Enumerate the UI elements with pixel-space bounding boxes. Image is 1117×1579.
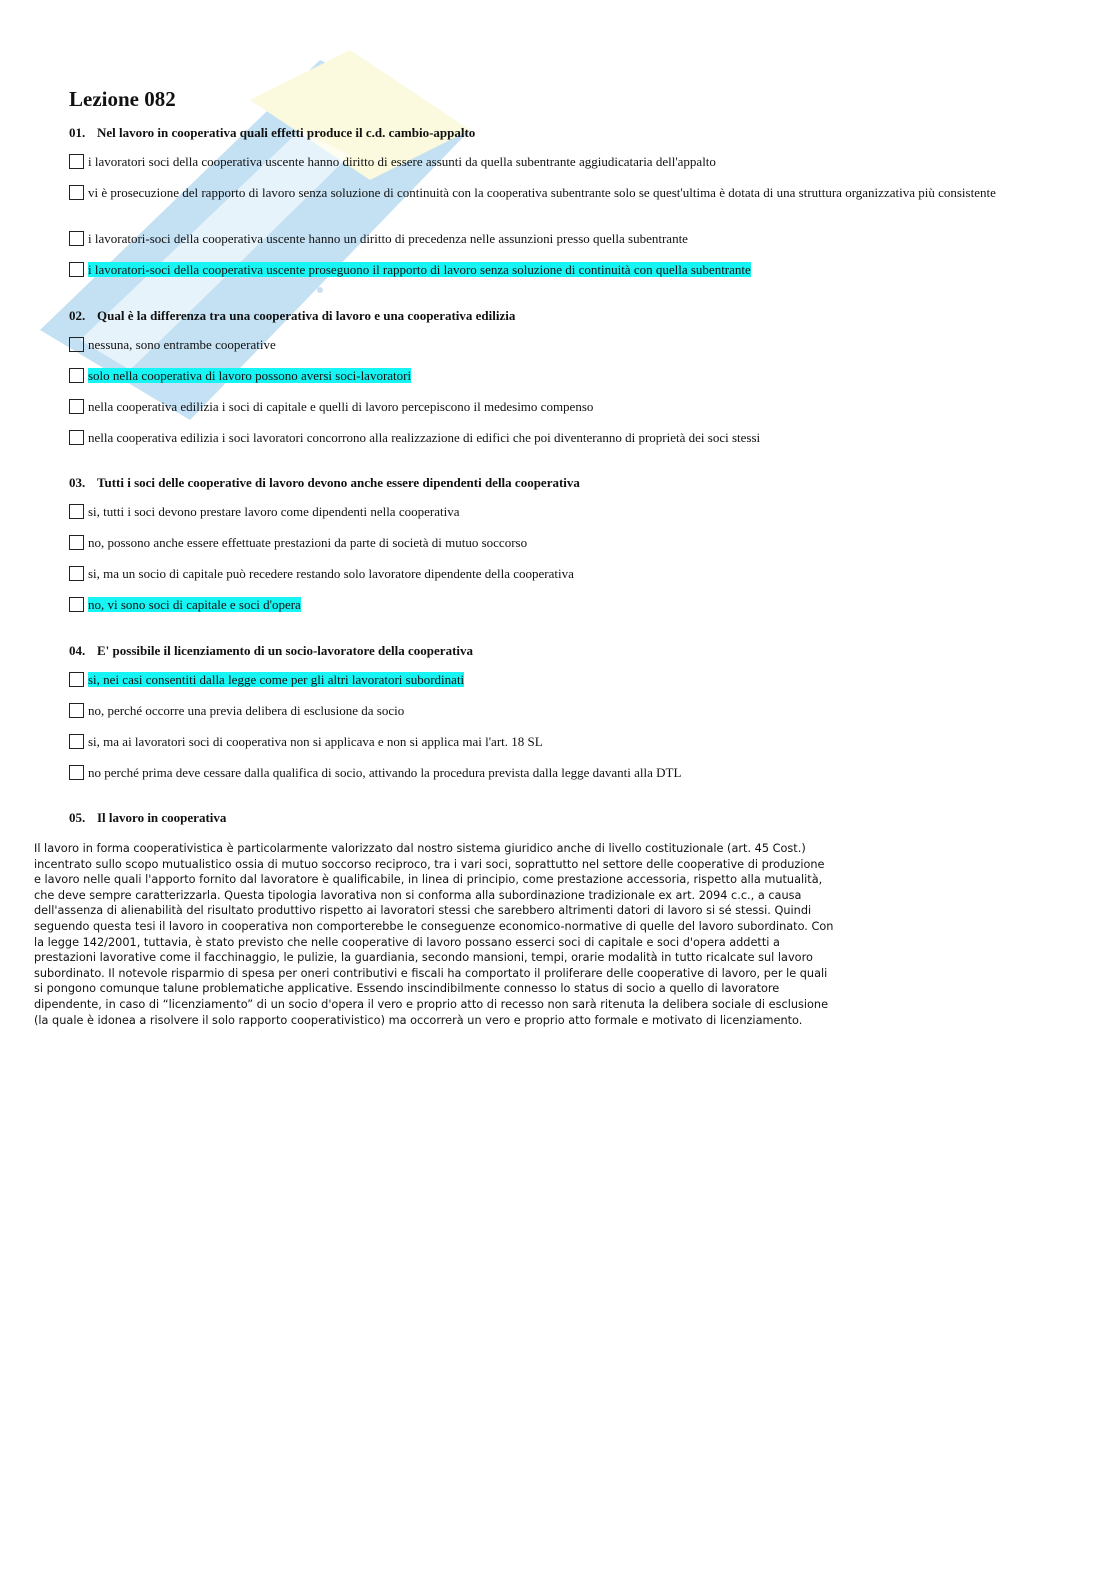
answer-checkbox[interactable] [69,734,84,749]
answer-text: no, possono anche essere effettuate prestazioni da parte di società di mutuo soccorso [88,535,528,550]
answer-text: nessuna, sono entrambe cooperative [88,337,276,352]
question-number: 04. [69,643,86,658]
answer-option [69,504,999,520]
answer-option [69,765,999,781]
question-text: E' possibile il licenziamento di un socio-lavoratore della cooperativa [97,643,474,658]
answer-checkbox[interactable] [69,231,84,246]
answer-text: si, tutti i soci devono prestare lavoro come dipendenti nella cooperativa [88,504,460,519]
answer-option [69,337,999,353]
answer-text-correct: i lavoratori-soci della cooperativa uscente proseguono il rapporto di lavoro senza soluzione di continuità con quella subentrante [88,262,751,277]
question-title [69,308,1029,324]
answer-checkbox[interactable] [69,566,84,581]
answer-text-correct: solo nella cooperativa di lavoro possono aversi soci-lavoratori [88,368,412,383]
answer-checkbox[interactable] [69,154,84,169]
answer-checkbox[interactable] [69,703,84,718]
answer-text-correct: no, vi sono soci di capitale e soci d'opera [88,597,301,612]
answer-option [69,368,999,384]
answer-checkbox[interactable] [69,597,84,612]
answer-text: si, ma un socio di capitale può recedere restando solo lavoratore dipendente della cooperativa [88,566,574,581]
question-text: Qual è la differenza tra una cooperativa di lavoro e una cooperativa edilizia [97,308,516,323]
question-title [69,810,1029,826]
answer-checkbox[interactable] [69,399,84,414]
question-04 [69,643,1029,780]
answer-text: no, perché occorre una previa delibera di esclusione da socio [88,703,405,718]
lesson-title: Lezione 082 [69,87,176,111]
answer-text: no perché prima deve cessare dalla qualifica di socio, attivando la procedura prevista dalla legge davanti alla DTL [88,765,682,780]
answer-checkbox[interactable] [69,185,84,200]
question-title [69,475,1029,491]
answer-text: vi è prosecuzione del rapporto di lavoro senza soluzione di continuità con la cooperativa subentrante solo se quest'ultima è dotata di una struttura organizzativa più consistente [88,185,996,200]
answer-option [69,703,999,719]
question-number: 05. [69,810,86,825]
question-title [69,125,1029,141]
answer-checkbox[interactable] [69,368,84,383]
answer-option [69,566,999,582]
answer-option [69,262,999,278]
answer-text: si, ma ai lavoratori soci di cooperativa non si applicava e non si applica mai l'art. 18 SL [88,734,543,749]
question-number: 01. [69,125,86,140]
answer-checkbox[interactable] [69,337,84,352]
answer-text: nella cooperativa edilizia i soci lavoratori concorrono alla realizzazione di edifici che poi diventeranno di proprietà dei soci stessi [88,430,761,445]
answer-option [69,185,999,201]
explanation-paragraph: Il lavoro in forma cooperativistica è particolarmente valorizzato dal nostro sistema giuridico anche di livello costituzionale (art. 45 Cost.) incentrato sullo scopo mutualistico ossia di mutuo soccorso reciproco, tra i vari soci, soprattutto nel settore delle cooperative di produzione e lavoro nelle quali l'apporto fornito dal lavoratore è qualificabile, in linea di principio, come prestazione accessoria, rispetto alla mutualità, che deve sempre caratterizzarla. Questa tipologia lavorativa non si conforma alla subordinazione tradizionale ex art. 2094 c.c., a causa dell'assenza di alienabilità del risultato produttivo rispetto ai lavoratori stessi che sarebbero altrimenti datori di lavoro si sé stessi. Quindi seguendo questa tesi il lavoro in cooperativa non comporterebbe le conseguenze economico-normative di quelle del lavoro subordinato. Con la legge 142/2001, tuttavia, è stato previsto che nelle cooperative di lavoro possano esserci soci di capitale e soci d'opera addetti a prestazioni lavorative come il facchinaggio, le pulizie, la guardiania, secondo mansioni, tempi, orarie modalità in tutto ricalcate sul lavoro subordinato. Il notevole risparmio di spesa per oneri contributivi e fiscali ha comportato il proliferare delle cooperative di lavoro, per le quali si pongono comunque talune problematiche applicative. Essendo inscindibilmente connesso lo status di socio a quello di lavoratore dipendente, in caso di “licenziamento” di un socio d'opera il vero e proprio atto di recesso non sarà ritenuta la delibera sociale di esclusione (la quale è idonea a risolvere il solo rapporto cooperativistico) ma occorrerà un vero e proprio atto formale e motivato di licenziamento. [34,842,834,1027]
answer-option [69,734,999,750]
question-05 [69,810,1029,826]
answer-text: i lavoratori-soci della cooperativa uscente hanno un diritto di precedenza nelle assunzioni presso quella subentrante [88,231,688,246]
question-number: 02. [69,308,86,323]
answer-text-correct: si, nei casi consentiti dalla legge come per gli altri lavoratori subordinati [88,672,465,687]
answer-option [69,154,999,170]
answer-checkbox[interactable] [69,262,84,277]
question-number: 03. [69,475,86,490]
question-01 [69,125,1029,277]
answer-option [69,672,999,688]
answer-checkbox[interactable] [69,672,84,687]
question-text: Il lavoro in cooperativa [97,810,227,825]
answer-option [69,597,999,613]
answer-text: nella cooperativa edilizia i soci di capitale e quelli di lavoro percepiscono il medesimo compenso [88,399,594,414]
question-title [69,643,1029,659]
answer-option [69,535,999,551]
answer-checkbox[interactable] [69,430,84,445]
answer-option [69,430,999,446]
answer-checkbox[interactable] [69,535,84,550]
answer-option [69,399,999,415]
answer-text: i lavoratori soci della cooperativa uscente hanno diritto di essere assunti da quella subentrante aggiudicataria dell'appalto [88,154,716,169]
question-03 [69,475,1029,612]
question-text: Tutti i soci delle cooperative di lavoro devono anche essere dipendenti della cooperativa [97,475,580,490]
question-02 [69,308,1029,445]
answer-checkbox[interactable] [69,504,84,519]
answer-option [69,231,999,247]
question-text: Nel lavoro in cooperativa quali effetti produce il c.d. cambio-appalto [97,125,476,140]
answer-checkbox[interactable] [69,765,84,780]
